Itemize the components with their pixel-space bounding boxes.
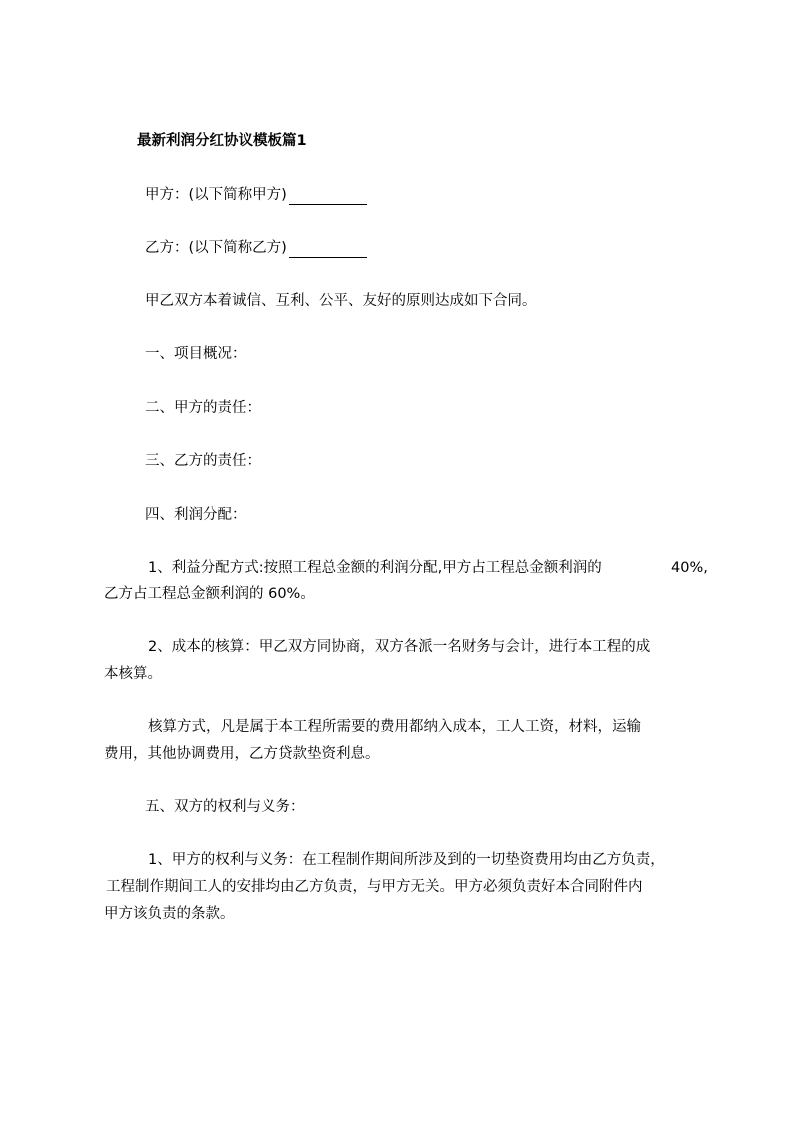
section-heading-3: 三、乙方的责任：: [145, 453, 261, 469]
clause-4-3-line-1: 核算方式，凡是属于本工程所需要的费用都纳入成本，工人工资，材料，运输: [148, 719, 641, 735]
clause-4-3-line-2: 费用，其他协调费用，乙方贷款垫资利息。: [104, 746, 380, 762]
section-heading-5: 五、双方的权利与义务：: [145, 799, 305, 815]
party-b-blank: [289, 243, 367, 258]
section-heading-1: 一、项目概况：: [145, 346, 247, 362]
section-heading-4: 四、利润分配：: [145, 507, 247, 523]
party-a-label: 甲方：(以下简称甲方): [145, 187, 287, 203]
document-title: 最新利润分红协议模板篇1: [137, 133, 307, 149]
clause-4-2-line-2: 本核算。: [104, 666, 162, 682]
clause-5-1-line-2: 工程制作期间工人的安排均由乙方负责，与甲方无关。甲方必须负责好本合同附件内: [106, 879, 643, 895]
clause-5-1-line-3: 甲方该负责的条款。: [104, 906, 235, 922]
clause-4-1-line-2: 乙方占工程总金额利润的 60%。: [104, 586, 315, 602]
clause-4-1-line-1: 1、利益分配方式:按照工程总金额的利润分配,甲方占工程总金额利润的: [148, 560, 602, 576]
party-a-line: [145, 185, 367, 205]
party-a-blank: [289, 190, 367, 205]
party-b-line: [145, 238, 367, 258]
clause-4-2-line-1: 2、成本的核算：甲乙双方同协商，双方各派一名财务与会计，进行本工程的成: [148, 639, 651, 655]
clause-4-1-percentage: 40%,: [671, 560, 708, 576]
clause-5-1-line-1: 1、甲方的权利与义务：在工程制作期间所涉及到的一切垫资费用均由乙方负责，: [148, 852, 665, 868]
preamble: 甲乙双方本着诚信、互利、公平、友好的原则达成如下合同。: [145, 293, 537, 309]
party-b-label: 乙方：(以下简称乙方): [145, 240, 287, 256]
section-heading-2: 二、甲方的责任：: [145, 400, 261, 416]
